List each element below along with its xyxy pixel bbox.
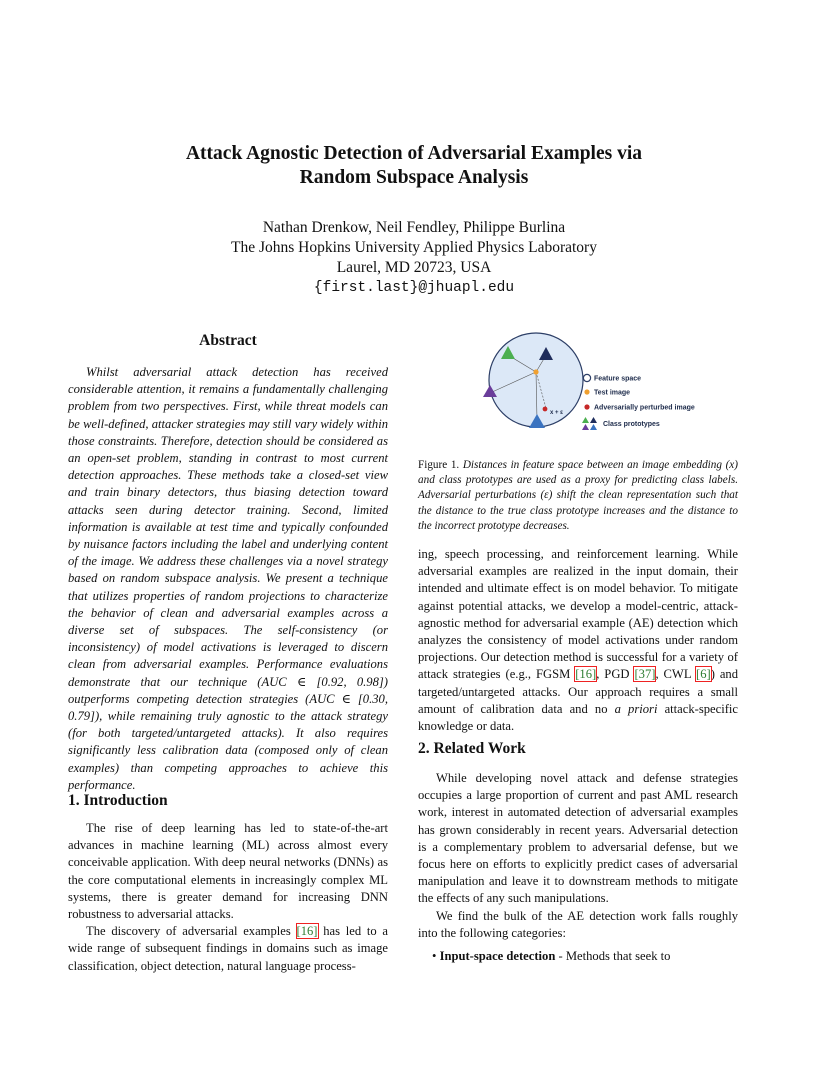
title-line-2: Random Subspace Analysis	[299, 167, 529, 188]
right-column-body	[418, 546, 738, 735]
author-email: {first.last}@jhuapl.edu	[313, 280, 515, 296]
citation-16b[interactable]: [16]	[575, 667, 597, 682]
rc-p1-em: a priori	[614, 701, 658, 716]
legend-test-image: Test image	[594, 389, 631, 397]
rc-p1-d: ) and targeted/untargeted attacks. Our approach requires a small amount of calibration data and no	[418, 667, 739, 716]
title-line-1: Attack Agnostic Detection of Adversarial Examples via	[185, 143, 643, 164]
related-paragraph-1: While developing novel attack and defense strategies occupies a large proportion of current and past AML research work, interest in automated detection of adversarial examples has grown considerably in recent years. Adversarial detection is a complementary problem to adversarial defense, but we focus here on efforts to explicitly predict cases of adversarial manipulation and leave it to downstream methods to mitigate the effects of any such manipulations.	[418, 771, 738, 906]
abstract-text: Whilst adversarial attack detection has received considerable attention, it remains a fundamentally challenging problem from two perspectives. First, while threat models can be well-defined, attacker strategies may still vary widely within those constraints. Therefore, detection should be considered as an open-set problem, standing in contrast to most current detection approaches. These methods take a closed-set view and train binary detectors, thus biasing detection toward attacks seen during detector training. Second, limited information is available at test time and typically confounded by nuisance factors including the label and underlying content of the image. We address these challenges via a novel strategy based on random subspace analysis. We present a technique that utilizes properties of random projections to characterize the behavior of clean and adversarial examples across a diverse set of subspaces. The self-consistency (or inconsistency) of model activations is leveraged to discern clean from adversarial examples. Performance evaluations demonstrate that our technique (AUC ∈ [0.92, 0.98]) outperforms competing detection strategies (AUC ∈ [0.30, 0.79]), while remaining truly agnostic to the attack strategy (for both targeted/untargeted attacks). It also requires significantly less calibration data (composed only of clean examples) than competing approaches to achieve this performance.	[68, 365, 388, 792]
legend-feature-space: Feature space	[594, 375, 642, 383]
author-block	[0, 218, 828, 298]
rc-p1-a: ing, speech processing, and reinforcement learning. While adversarial examples are realized in the input domain, their intended and ultimate effect is on model behavior. To mitigate against potential attacks, we develop a model-centric, attack-agnostic method for adversarial example (AE) detection which analyzes the consistency of model activations under random projections. Our detection method is successful for a variety of attack strategies (e.g., FGSM	[418, 547, 738, 682]
abstract-body	[68, 364, 388, 794]
citation-16[interactable]: [16]	[296, 924, 318, 939]
related-work-body	[418, 770, 738, 965]
category-list	[418, 948, 738, 965]
figure-1-caption	[418, 458, 738, 534]
intro-heading: 1. Introduction	[68, 792, 168, 809]
prototype-legend-purple	[582, 424, 589, 430]
paper-title	[0, 142, 828, 190]
perturbed-image-point	[543, 407, 548, 412]
prototype-legend-navy	[590, 417, 597, 423]
bullet-term: Input-space detection	[439, 949, 556, 964]
prototype-legend-blue	[590, 424, 597, 430]
figure-1-diagram	[460, 330, 730, 440]
legend-prototypes: Class prototypes	[603, 421, 660, 428]
feature-space-legend-icon	[583, 374, 590, 381]
perturbed-legend-icon	[584, 404, 589, 409]
legend-perturbed: Adversarially perturbed image	[594, 404, 695, 412]
intro-p2-text-a: The discovery of adversarial examples	[86, 924, 297, 939]
rc-p1-b: , PGD	[596, 667, 635, 682]
intro-p2-text-b: has led to a wide range of subsequent findings in domains such as image classification, object detection, natural language process-	[68, 924, 388, 973]
intro-paragraph-1: The rise of deep learning has led to state-of-the-art advances in machine learning (ML) across almost every conceivable application. With deep neural networks (DNNs) as the core computational elements in increasingly complex ML systems, there is greater demand for increasing DNN robustness to adversarial attacks.	[68, 821, 388, 922]
intro-body	[68, 820, 388, 975]
location: Laurel, MD 20723, USA	[336, 259, 492, 276]
list-item: • Input-space detection - Methods that seek to	[432, 949, 671, 964]
prototype-legend-green	[582, 417, 589, 423]
test-image-point	[533, 369, 538, 374]
intro-paragraph-2	[68, 923, 388, 975]
citation-37[interactable]: [37]	[634, 667, 656, 682]
abstract-heading: Abstract	[199, 332, 257, 349]
citation-6[interactable]: [6]	[696, 667, 711, 682]
caption-text: Distances in feature space between an image embedding (x) and class prototypes are used as a proxy for predicting class labels. Adversarial perturbations (ε) shift the clean representation such that the distance to the true class prototype increases and the distance to the incorrect prototype decreases.	[418, 459, 738, 532]
test-image-legend-icon	[584, 389, 589, 394]
author-names: Nathan Drenkow, Neil Fendley, Philippe Burlina	[262, 219, 566, 236]
bullet-text: - Methods that seek to	[555, 949, 671, 964]
intro-paragraph-3	[418, 546, 738, 735]
related-paragraph-2: We find the bulk of the AE detection work falls roughly into the following categories:	[418, 908, 738, 940]
related-work-heading: 2. Related Work	[418, 740, 526, 757]
caption-label: Figure 1.	[418, 459, 460, 471]
rc-p1-c: , CWL	[655, 667, 696, 682]
affiliation: The Johns Hopkins University Applied Physics Laboratory	[231, 239, 597, 256]
point-label: x + ε	[550, 410, 564, 416]
rc-p1-e: attack-specific knowledge or data.	[418, 701, 738, 734]
